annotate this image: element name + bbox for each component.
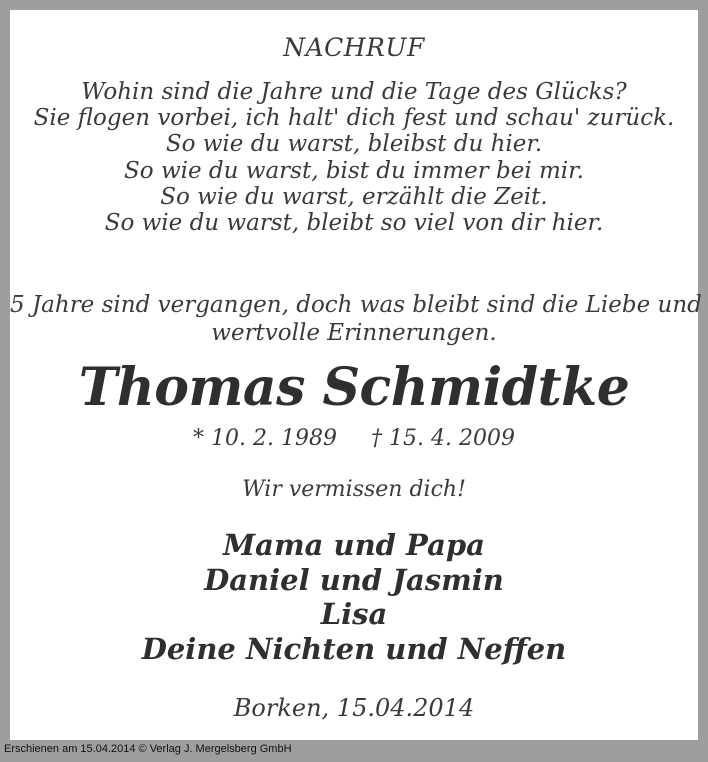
- death-date: † 15. 4. 2009: [371, 426, 515, 451]
- notice-heading: NACHRUF: [283, 33, 425, 62]
- deceased-name: Thomas Schmidtke: [78, 357, 630, 418]
- poem-line: So wie du warst, bist du immer bei mir.: [124, 157, 584, 184]
- poem-line: Sie flogen vorbei, ich halt' dich fest und schau' zurück.: [33, 105, 675, 132]
- mourners-list: [10, 528, 698, 666]
- place-date: Borken, 15.04.2014: [233, 694, 475, 722]
- poem-line: So wie du warst, bleibt so viel von dir hier.: [104, 210, 604, 237]
- remembrance-text: [10, 291, 702, 347]
- poem: [10, 79, 698, 236]
- poem-line: So wie du warst, erzählt die Zeit.: [160, 183, 548, 210]
- poem-line: So wie du warst, bleibst du hier.: [165, 131, 543, 158]
- obituary-card: [10, 10, 702, 740]
- memorial-message: Wir vermissen dich!: [242, 477, 466, 502]
- mourner-line: Daniel und Jasmin: [204, 562, 504, 597]
- mourner-line: Lisa: [320, 597, 388, 631]
- birth-date: * 10. 2. 1989: [193, 426, 337, 451]
- mourner-line: Deine Nichten und Neffen: [141, 631, 567, 666]
- life-dates: [10, 426, 698, 451]
- remembrance-line: 5 Jahre sind vergangen, doch was bleibt sind die Liebe und: [10, 292, 702, 318]
- publication-footer: Erschienen am 15.04.2014 © Verlag J. Mergelsberg GmbH: [4, 743, 292, 755]
- mourner-line: Mama und Papa: [223, 528, 485, 562]
- poem-line: Wohin sind die Jahre und die Tage des Glücks?: [81, 79, 627, 105]
- remembrance-line: wertvolle Erinnerungen.: [211, 320, 497, 346]
